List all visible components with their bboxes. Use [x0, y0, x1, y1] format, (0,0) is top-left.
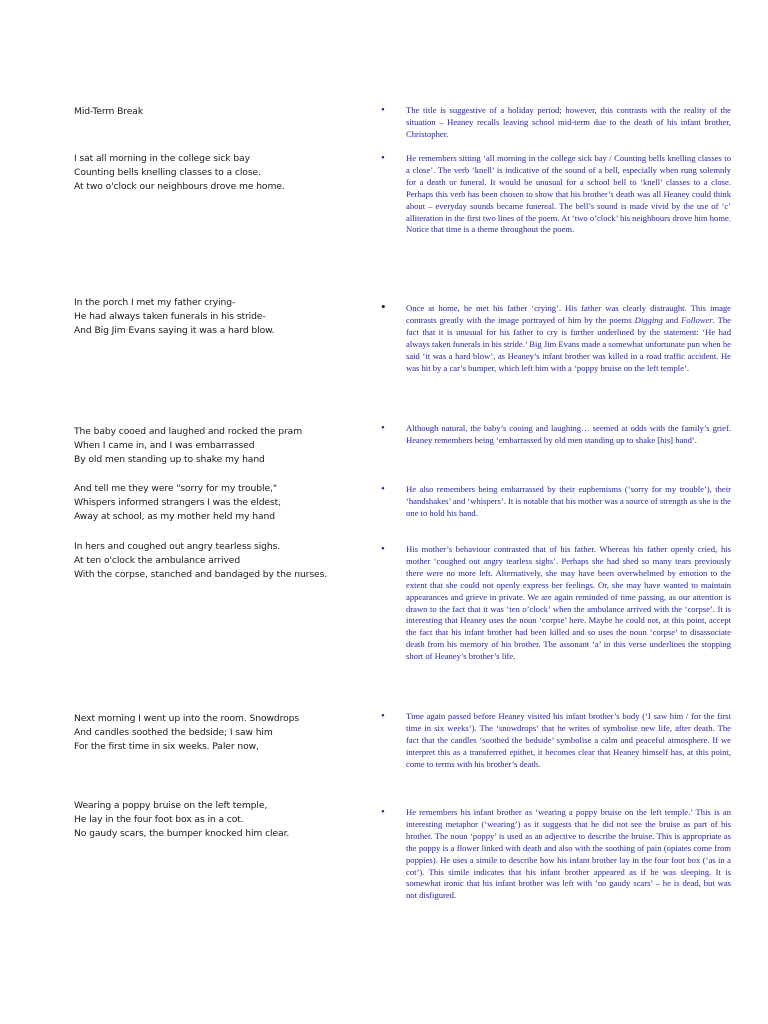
poem-line: I sat all morning in the college sick bay: [74, 153, 250, 164]
annotation-text: Once at home, he met his father ‘crying’. His father was clearly distraught. This image contrasts greatly with the image portrayed of him by the poems: [406, 303, 731, 325]
stanza-1: [74, 152, 344, 195]
stanza-2: [74, 296, 344, 339]
poem-title: [74, 105, 344, 119]
annotation-stanza-5: His mother’s behaviour contrasted that of his father. Whereas his father openly cried, his mother ‘coughed out angry tearless sighs’. Perhaps she had shed so many tears previously there were no more left. Alternatively, she may have been overwhelmed by emotion to the extent that she could not openly express her feelings. Or, she may have wanted to maintain appearances and grieve in private. We are again reminded of time passing, as our attention is drawn to the fact that it was ‘ten o’clock’ when the ambulance arrived with the ‘corpse’. It is interesting that Heaney uses the noun ‘corpse’ here. Maybe he could not, at this point, accept the fact that his infant brother had been killed and so uses the noun ‘corpse’ to disassociate death from his memory of his brother. The assonant ‘a’ in this verse underlines the stopping short of Heaney’s brother’s life.: [406, 544, 731, 662]
poem-line: He lay in the four foot box as in a cot.: [74, 814, 244, 826]
annotation-stanza-4: He also remembers being embarrassed by their euphemisms (‘sorry for my trouble’), their ‘handshakes’ and ‘whispers’. It is notable that his mother was a source of strength as she is the one to hold his hand.: [406, 484, 731, 518]
bullet-icon: •: [381, 299, 386, 314]
poem-line: And tell me they were "sorry for my trouble,": [74, 483, 277, 494]
poem-line: In hers and coughed out angry tearless sighs.: [74, 541, 281, 552]
poem-line: By old men standing up to shake my hand: [74, 454, 265, 466]
poem-line: The baby cooed and laughed and rocked the pram: [74, 426, 303, 437]
poem-reference-follower: Follower: [681, 314, 713, 325]
poem-line: He had always taken funerals in his stride-: [74, 311, 266, 323]
poem-line: At ten o'clock the ambulance arrived: [74, 555, 241, 567]
bullet-icon: •: [381, 543, 385, 555]
poem-line: When I came in, and I was embarrassed: [74, 440, 255, 452]
stanza-6: [74, 712, 344, 755]
annotation-stanza-3: Although natural, the baby’s cooing and laughing… seemed at odds with the family’s grief. Heaney remembers being ‘embarrassed by old men standing up to shake [his] hand’.: [406, 423, 731, 445]
stanza-5: [74, 540, 344, 583]
annotation-stanza-1: He remembers sitting ‘all morning in the college sick bay / Counting bells knelling classes to a close’. The verb ‘knell’ is indicative of the sound of a bell, especially when rung solemnly for a death or funeral. It would be unusual for a school bell to ‘knell’ classes to a close. Perhaps this verb has been chosen to show that his brother’s death was all Heaney could think about – everyday sounds became funereal. The bell’s sound is made vivid by the use of ‘c’ alliteration in the first two lines of the poem. At ‘two o’clock’ his neighbours drove him home. Notice that time is a theme throughout the poem.: [406, 153, 731, 235]
poem-title-text: Mid-Term Break: [74, 106, 144, 117]
poem-line: Away at school, as my mother held my hand: [74, 511, 275, 523]
poem-line: For the first time in six weeks. Paler now,: [74, 741, 259, 753]
stanza-7: [74, 799, 344, 842]
poem-line: And candles soothed the bedside; I saw him: [74, 727, 273, 739]
bullet-icon: •: [381, 104, 385, 116]
poem-line: With the corpse, stanched and bandaged by the nurses.: [74, 569, 328, 581]
poem-line: No gaudy scars, the bumper knocked him clear.: [74, 828, 290, 840]
annotation-stanza-2: [406, 303, 731, 374]
bullet-icon: •: [381, 422, 385, 434]
stanza-4: [74, 482, 344, 525]
poem-line: At two o'clock our neighbours drove me home.: [74, 181, 285, 193]
annotation-stanza-7: He remembers his infant brother as ‘wearing a poppy bruise on the left temple.’ This is an interesting metaphor (‘wearing’) as it suggests that he did not see the bruise as part of his brother. The noun ‘poppy’ is used as an adjective to describe the bruise. This is appropriate as the poppy is a flower linked with death and also with the soothing of pain (opiates come from poppies). He uses a simile to describe how his infant brother lay in the four foot box (‘as in a cot’). This simile indicates that his infant brother appeared as if he was sleeping. It is somewhat ironic that his infant brother was left with ‘no gaudy scars’ – he is dead, but was not disfigured.: [406, 807, 731, 901]
poem-line: Counting bells knelling classes to a close.: [74, 167, 261, 179]
annotation-text: and: [662, 314, 682, 325]
poem-line: In the porch I met my father crying-: [74, 297, 236, 308]
annotation-stanza-6: Time again passed before Heaney visited his infant brother’s body (‘I saw him / for the first time in six weeks’). The ‘snowdrops’ that he writes of symbolise new life, after death. The fact that the candles ‘soothed the bedside’ symbolise a calm and peaceful atmosphere. If we interpret this as a transferred epithet, it becomes clear that Heaney himself has, at this point, come to terms with his brother’s death.: [406, 711, 731, 769]
bullet-icon: •: [381, 152, 385, 164]
poem-line: Wearing a poppy bruise on the left temple,: [74, 800, 268, 811]
bullet-icon: •: [381, 483, 385, 495]
poem-line: And Big Jim Evans saying it was a hard blow.: [74, 325, 275, 337]
poem-line: Next morning I went up into the room. Snowdrops: [74, 713, 300, 724]
annotation-title: The title is suggestive of a holiday period; however, this contrasts with the reality of the situation – Heaney recalls leaving school mid-term due to the death of his infant brother, Christopher.: [406, 105, 731, 139]
bullet-icon: •: [381, 806, 385, 818]
poem-line: Whispers informed strangers I was the eldest,: [74, 497, 281, 509]
bullet-icon: •: [381, 710, 385, 722]
annotation-text: . The fact that it is unusual for his father to cry is further underlined by the statement: ‘He had always taken funerals in his stride.’ Big Jim Evans made a somewhat unfortunate pun when he said ‘it was a hard blow’, as Heaney’s infant brother was killed in a road traffic accident. He was hit by a car’s bumper, which left him with a ‘poppy bruise on the left temple’.: [406, 314, 731, 373]
poem-reference-digging: Digging: [634, 314, 663, 325]
stanza-3: [74, 425, 344, 468]
